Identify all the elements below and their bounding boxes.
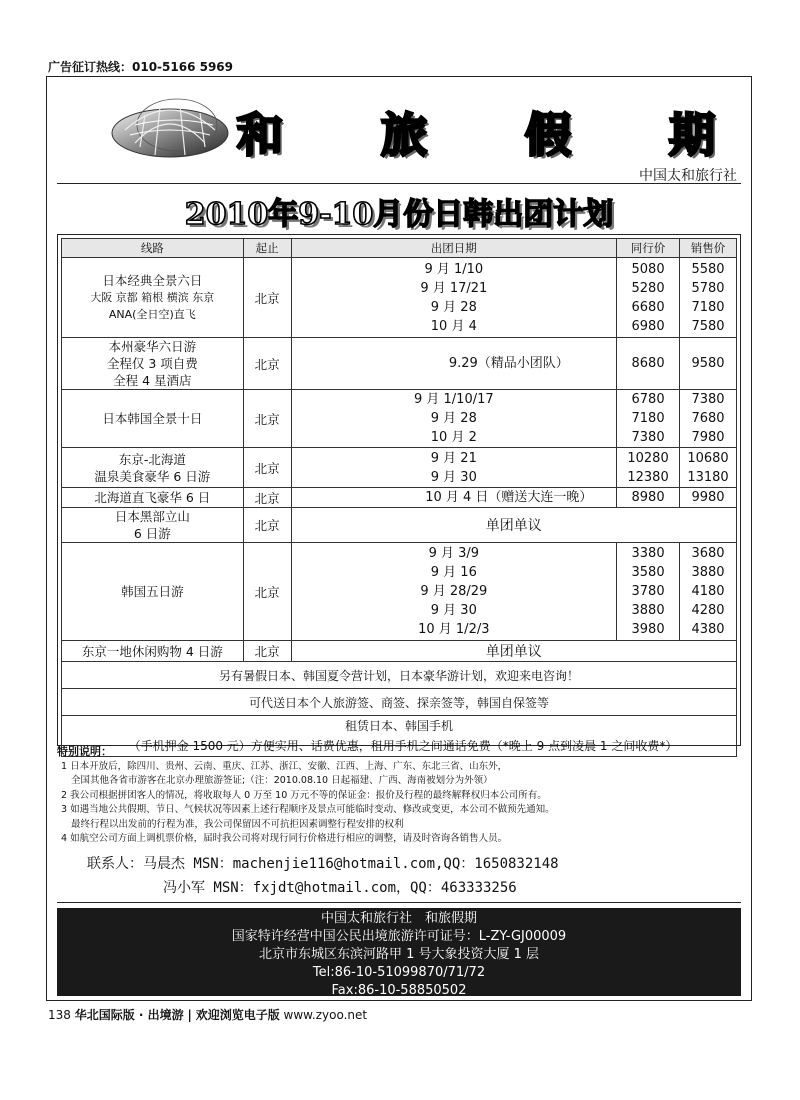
footer-line: Tel:86-10-51099870/71/72 (312, 965, 486, 980)
cell-line: 3880 (631, 603, 665, 618)
contact-line-2: 冯小军 MSN：fxjdt@hotmail.com，QQ：463333256 (163, 880, 517, 896)
ebook-label: 欢迎浏览电子版 (195, 1008, 280, 1022)
cell-line: 7180 (691, 299, 725, 315)
route-line: 韩国五日游 (121, 584, 184, 599)
negotiable-cell: 单团单议 (291, 641, 736, 662)
cell-line: 13180 (687, 469, 729, 485)
cell-line: 5280 (631, 280, 665, 296)
page-footer (48, 1006, 367, 1023)
cell-line: 10 月 1/2/3 (418, 622, 490, 637)
footer-info-box (57, 908, 741, 996)
cell-line: 10 月 2 (430, 430, 477, 445)
route-line: 北海道直飞豪华 6 日 (94, 490, 211, 505)
trade-price-cell (617, 258, 680, 338)
origin-cell: 北京 (243, 338, 291, 390)
tour-plan-table (61, 238, 737, 757)
departure-dates-cell (291, 258, 617, 338)
publication-name: 华北国际版 · 出境游 (74, 1008, 184, 1022)
table-row (62, 488, 737, 508)
cell-line: 9 月 17/21 (420, 280, 488, 296)
cell-line: 8980 (631, 490, 665, 505)
departure-dates-cell (291, 543, 617, 641)
departure-dates-cell (291, 390, 617, 448)
trade-price-cell (617, 390, 680, 448)
cell-line: 7380 (691, 392, 725, 407)
special-notes (57, 745, 737, 847)
table-note-row (62, 662, 737, 689)
cell-line: 10280 (627, 450, 669, 466)
cell-line: 3380 (631, 546, 665, 561)
page-title: 2010年9-10月份日韩出团计划 (184, 197, 614, 232)
cell-line: 9 月 3/9 (428, 546, 480, 561)
col-header: 销售价 (680, 239, 737, 258)
cell-line: 5780 (691, 280, 725, 296)
cell-line: 3580 (631, 565, 665, 580)
cell-line: 7980 (691, 430, 725, 445)
cell-line: 6980 (631, 318, 665, 334)
separator: | (187, 1008, 192, 1022)
brand-char: 旅 (381, 108, 429, 162)
route-line: 6 日游 (133, 526, 171, 541)
cell-line: 8680 (631, 356, 665, 371)
cell-line: 9 月 28/29 (420, 584, 488, 599)
table-row (62, 390, 737, 448)
route-line: 东京-北海道 (118, 451, 186, 467)
cell-line: 9.29（精品小团队） (448, 356, 569, 371)
cell-line: 7180 (631, 411, 665, 426)
departure-dates-cell (291, 448, 617, 488)
note-item: 全国其他各省市游客在北京办理旅游签证;（注：2010.08.10 日起福建、广西、海南被划分为外领） (71, 775, 493, 786)
cell-line: 9980 (691, 490, 725, 505)
cell-line: 9580 (691, 356, 725, 371)
footer-line: 国家特许经营中国公民出境旅游许可证号：L-ZY-GJ00009 (231, 929, 567, 944)
origin-cell: 北京 (243, 641, 291, 662)
note-item: 2 我公司根据拼团客人的情况，将收取每人 0 万至 10 万元不等的保证金：报价及行程的最终解释权归本公司所有。 (61, 789, 547, 801)
table-header-row (62, 239, 737, 258)
route-cell (62, 488, 244, 508)
divider (57, 183, 741, 184)
trade-price-cell (617, 338, 680, 390)
table-row (62, 543, 737, 641)
retail-price-cell (680, 543, 737, 641)
cell-line: 7680 (691, 411, 725, 426)
brand-name (237, 99, 717, 165)
route-line: 温泉美食豪华 6 日游 (94, 468, 211, 484)
brand-char: 期 (669, 108, 717, 162)
cell-line: 9 月 21 (430, 450, 477, 466)
footer-line: 中国太和旅行社 和旅假期 (320, 911, 477, 926)
origin-cell: 北京 (243, 258, 291, 338)
route-cell (62, 338, 244, 390)
note-cell: 另有暑假日本、韩国夏令营计划，日本豪华游计划，欢迎来电咨询！ (62, 662, 737, 689)
cell-line: 9 月 16 (430, 565, 477, 580)
table-body (62, 258, 737, 757)
route-cell (62, 390, 244, 448)
table-row (62, 338, 737, 390)
col-header: 起止 (243, 239, 291, 258)
origin-cell: 北京 (243, 390, 291, 448)
origin-cell: 北京 (243, 448, 291, 488)
note-cell: 可代送日本个人旅游签、商签、探亲签等，韩国自保签等 (62, 689, 737, 716)
cell-line: 10 月 4 (430, 318, 477, 334)
route-cell (62, 543, 244, 641)
origin-cell: 北京 (243, 543, 291, 641)
cell-line: 9 月 30 (430, 469, 477, 485)
note-item: 1 日本开放后，除四川、贵州、云南、重庆、江苏、浙江、安徽、江西、上海、广东、东北三省、山东外， (61, 760, 508, 772)
notes-title: 特别说明： (57, 745, 112, 758)
route-line: 日本黑部立山 (114, 509, 190, 524)
trade-price-cell (617, 488, 680, 508)
cell-line: 3980 (631, 622, 665, 637)
cell-line: 6780 (631, 392, 665, 407)
phone-note-line: （手机押金 1500 元）方便实用、话费优惠，租用手机之间通话免费（*晚上 9 点到凌晨 1 之间收费*） (128, 739, 678, 753)
cell-line: 4180 (691, 584, 725, 599)
route-line: 全程仅 3 项自费 (106, 356, 198, 371)
cell-line: 6680 (631, 299, 665, 315)
retail-price-cell (680, 448, 737, 488)
route-cell (62, 508, 244, 543)
departure-dates-cell (291, 488, 617, 508)
negotiable-cell: 单团单议 (291, 508, 736, 543)
retail-price-cell (680, 258, 737, 338)
origin-cell: 北京 (243, 508, 291, 543)
origin-cell: 北京 (243, 488, 291, 508)
cell-line: 4280 (691, 603, 725, 618)
departure-dates-cell (291, 338, 617, 390)
route-line: 日本经典全景六日 (102, 273, 203, 288)
cell-line: 9 月 1/10 (424, 261, 484, 277)
retail-price-cell (680, 338, 737, 390)
table-row (62, 508, 737, 543)
trade-price-cell (617, 448, 680, 488)
cell-line: 9 月 30 (430, 603, 477, 618)
ad-hotline: 广告征订热线：010-5166 5969 (48, 60, 234, 74)
route-line: 日本韩国全景十日 (102, 411, 203, 426)
note-item: 3 如遇当地公共假期、节日、气候状况等因素上述行程顺序及景点可能临时变动、修改或变更，本公司不做预先通知。 (61, 804, 555, 815)
col-header: 线路 (62, 239, 244, 258)
footer-line: 北京市东城区东滨河路甲 1 号大象投资大厦 1 层 (258, 947, 540, 962)
col-header: 同行价 (617, 239, 680, 258)
retail-price-cell (680, 488, 737, 508)
contact-line-1: 联系人：马晨杰 MSN：machenjie116@hotmail.com,QQ：1650832148 (87, 856, 559, 872)
route-line: 全程 4 星酒店 (113, 373, 192, 388)
cell-line: 9 月 1/10/17 (413, 392, 494, 407)
retail-price-cell (680, 390, 737, 448)
cell-line: 5580 (691, 261, 725, 277)
route-cell (62, 641, 244, 662)
route-line: ANA(全日空)直飞 (108, 308, 196, 321)
footer-line: Fax:86-10-58850502 (331, 983, 467, 998)
note-item: 最终行程以出发前的行程为准，我公司保留因不可抗拒因素调整行程安排的权利 (71, 818, 404, 830)
table-row (62, 641, 737, 662)
cell-line: 7380 (631, 430, 665, 445)
brand-char: 和 (237, 108, 285, 162)
table-row (62, 258, 737, 338)
cell-line: 10 月 4 日（赠送大连一晚） (425, 490, 593, 505)
page-frame (46, 76, 752, 1001)
divider (57, 902, 741, 903)
website-link[interactable]: www.zyoo.net (283, 1008, 368, 1022)
page-number: 138 (48, 1008, 71, 1022)
route-line: 东京一地休闲购物 4 日游 (81, 643, 223, 659)
trade-price-cell (617, 543, 680, 641)
cell-line: 7580 (691, 318, 725, 334)
phone-note-line: 租赁日本、韩国手机 (344, 719, 453, 733)
note-item: 4 如航空公司方面上调机票价格，届时我公司将对现行同行价格进行相应的调整，请及时咨询各销售人员。 (61, 833, 508, 844)
globe-logo-icon (105, 85, 235, 165)
brand-char: 假 (525, 108, 573, 162)
cell-line: 10680 (687, 450, 729, 466)
route-line: 本州豪华六日游 (108, 339, 197, 354)
route-line: 大阪 京都 箱根 横滨 东京 (90, 291, 215, 304)
route-cell (62, 448, 244, 488)
cell-line: 4380 (691, 622, 725, 637)
table-note-row (62, 689, 737, 716)
cell-line: 3780 (631, 584, 665, 599)
cell-line: 3680 (691, 546, 725, 561)
cell-line: 9 月 28 (430, 411, 477, 426)
cell-line: 5080 (631, 261, 665, 277)
cell-line: 12380 (627, 469, 669, 485)
route-cell (62, 258, 244, 338)
col-header: 出团日期 (291, 239, 617, 258)
cell-line: 3880 (691, 565, 725, 580)
table-row (62, 448, 737, 488)
cell-line: 9 月 28 (430, 299, 477, 315)
agency-name: 中国太和旅行社 (639, 168, 737, 184)
